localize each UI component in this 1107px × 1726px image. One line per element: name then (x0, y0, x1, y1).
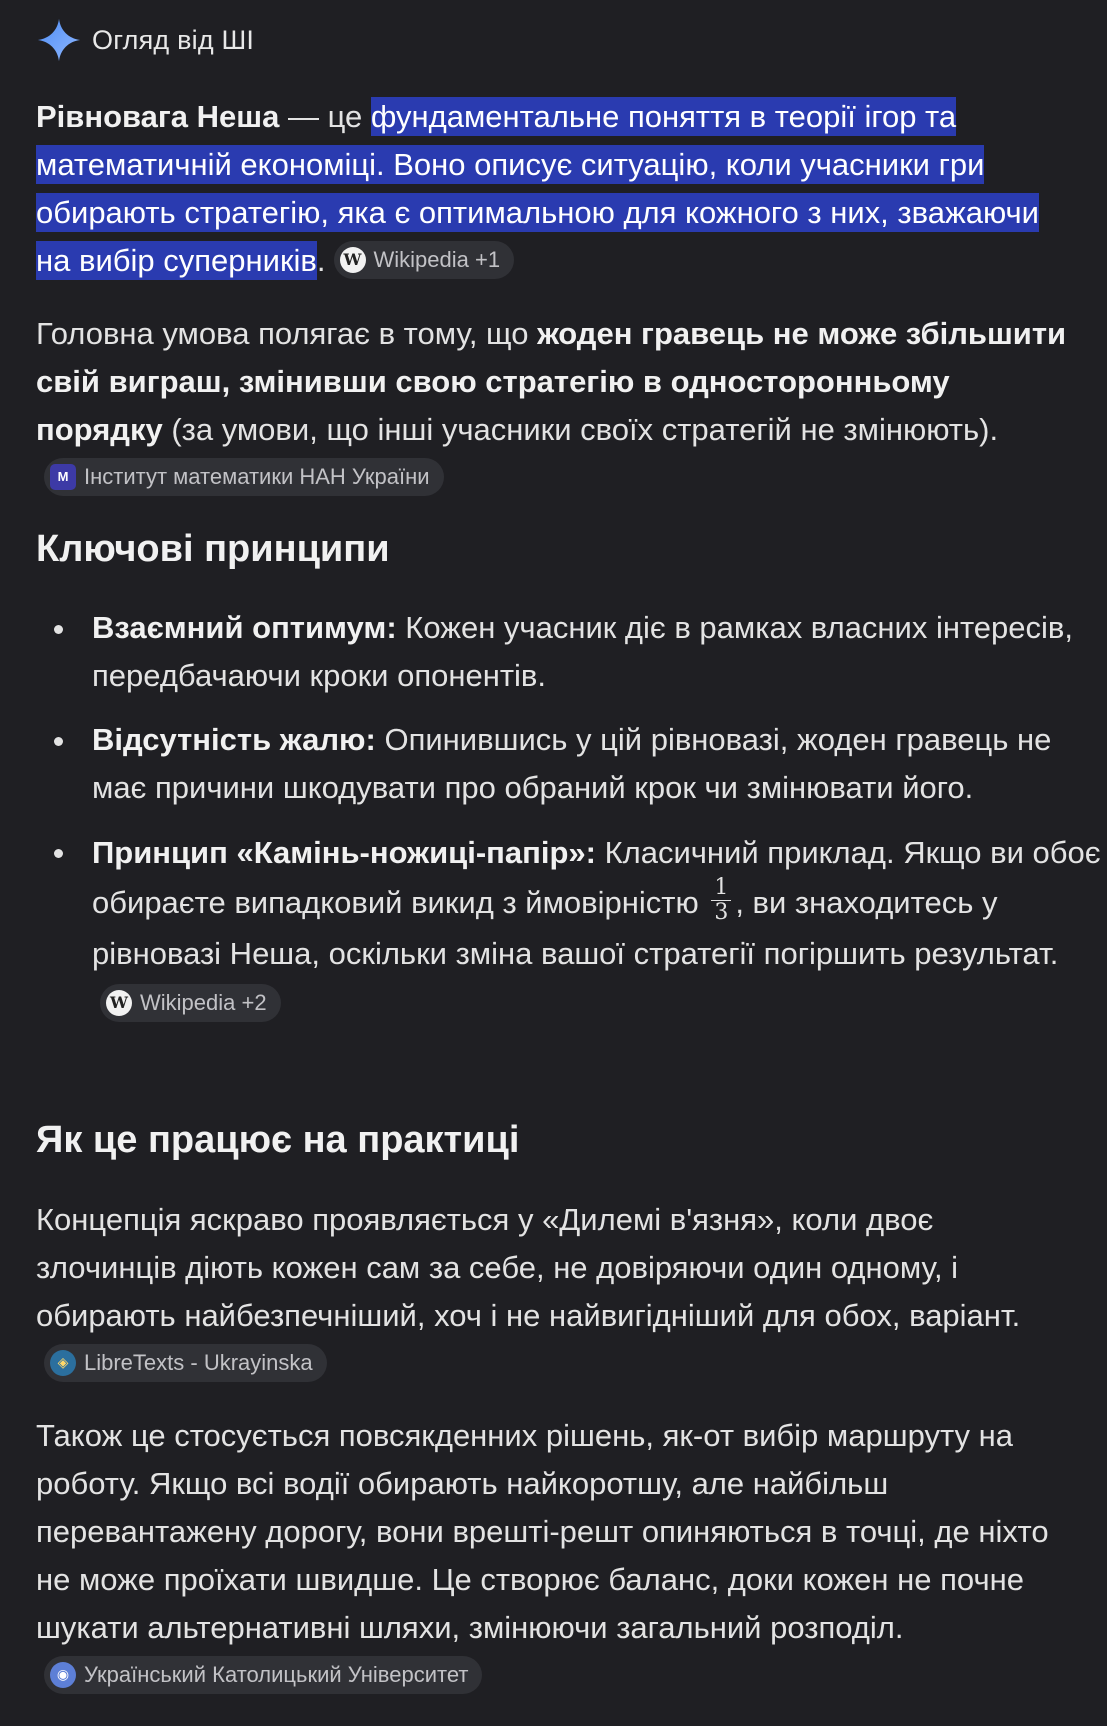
ai-overview-header (36, 18, 254, 62)
source-chip-imath[interactable] (44, 458, 444, 496)
intro-dash: — це (279, 99, 371, 134)
principle-label: Принцип «Камінь-ножиці-папір»: (92, 835, 596, 870)
practice-text: Концепція яскраво проявляється у «Дилемі в'язня», коли двоє злочинців діють кожен сам за себе, не довіряючи один одному, і обирають найбезпечніший, хоч і не найвигідніший для обох, варіант. (36, 1202, 1021, 1333)
intro-paragraph (36, 93, 1072, 285)
libretexts-icon: ◈ (50, 1350, 76, 1376)
main-condition-paragraph (36, 310, 1072, 502)
source-chip-label: Інститут математики НАН України (84, 463, 430, 489)
condition-lead: Головна умова полягає в тому, що (36, 316, 538, 351)
source-chip-wikipedia[interactable] (100, 984, 281, 1022)
principle-text: Кожен учасник діє в рамках власних інтересів, передбачаючи кроки опонентів. (92, 610, 1073, 693)
principles-list (36, 604, 1107, 1045)
fraction-denominator: 3 (714, 900, 729, 926)
intro-highlight: фундаментальне поняття в теорії ігор та математичній економіці. Воно описує ситуацію, коли учасники гри обирають стратегію, яка є оптимальною для кожного з них, зважаючи на вибір суперників (36, 99, 1039, 278)
source-chip-label: LibreTexts - Ukrayinska (84, 1349, 313, 1375)
principles-heading: Ключові принципи (36, 528, 390, 570)
sparkle-icon (36, 17, 82, 63)
practice-heading: Як це працює на практиці (36, 1119, 520, 1161)
source-chip-label: Wikipedia +1 (373, 246, 501, 272)
source-chip-wikipedia[interactable] (334, 241, 515, 279)
list-item (92, 604, 1107, 700)
principle-text: Опинившись у цій рівновазі, жоден гравець не має причини шкодувати про обраний крок чи змінювати його. (92, 722, 1052, 805)
intro-term: Рівновага Неша (36, 99, 280, 134)
header-title: Огляд від ШІ (92, 24, 255, 55)
list-item (92, 716, 1107, 812)
institute-logo-icon: M (50, 464, 76, 490)
source-chip-label: Український Католицький Університет (84, 1661, 469, 1687)
principle-text-after: , ви знаходитесь у рівновазі Неша, оскільки зміна вашої стратегії погіршить результат. (92, 885, 1059, 972)
wikipedia-icon: W (340, 247, 366, 273)
practice-paragraph-2 (36, 1412, 1072, 1700)
source-chip-ucu[interactable] (44, 1656, 482, 1694)
source-chip-label: Wikipedia +2 (140, 990, 267, 1016)
condition-tail: (за умови, що інші учасники своїх стратегій не змінюють). (162, 412, 999, 447)
source-chip-libretexts[interactable] (44, 1344, 327, 1382)
principle-text: Класичний приклад. Якщо ви обоє обираєте випадковий викид з ймовірністю (92, 835, 1101, 920)
wikipedia-icon: W (106, 990, 132, 1016)
intro-end: . (316, 243, 326, 278)
globe-icon: ◉ (50, 1662, 76, 1688)
principle-label: Відсутність жалю: (92, 722, 376, 757)
practice-text: Також це стосується повсякденних рішень, як-от вибір маршруту на роботу. Якщо всі водії обирають найкоротшу, але найбільш перевантажену дорогу, вони врешті-решт опиняються в точці, де ніхто не може проїхати швидше. Це створює баланс, доки кожен не почне шукати альтернативні шляхи, змінюючи загальний розподіл. (36, 1418, 1049, 1645)
fraction-numerator: 1 (711, 876, 731, 901)
practice-paragraph-1 (36, 1196, 1072, 1388)
principle-label: Взаємний оптимум: (92, 610, 397, 645)
list-item (92, 828, 1107, 1029)
fraction (711, 876, 731, 925)
condition-bold: жоден гравець не може збільшити свій виграш, змінивши свою стратегію в односторонньому порядку (36, 316, 1067, 447)
